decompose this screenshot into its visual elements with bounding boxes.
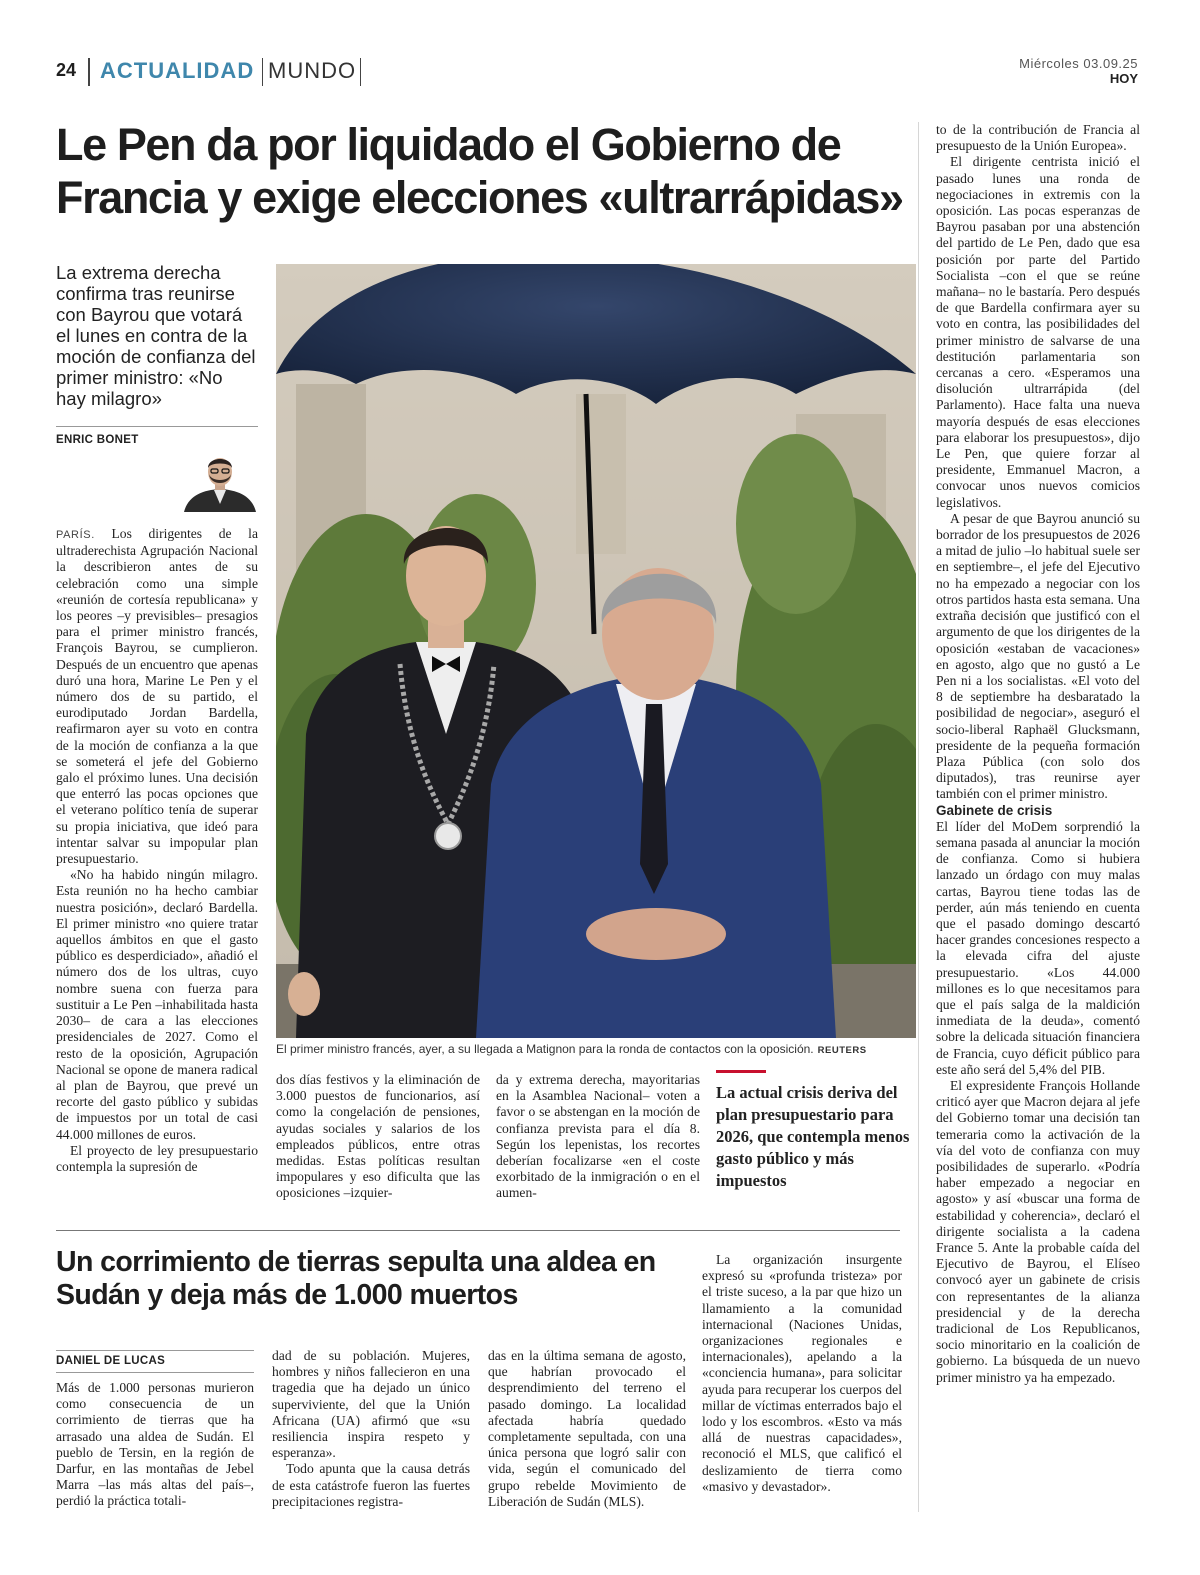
paragraph: El proyecto de ley presupuestario contempla la supresión de bbox=[56, 1142, 258, 1174]
caption-text: El primer ministro francés, ayer, a su llegada a Matignon para la ronda de contactos con la oposición. bbox=[276, 1042, 814, 1056]
article-column-4 bbox=[936, 122, 1140, 1386]
article-column-1 bbox=[56, 526, 258, 1175]
header-divider bbox=[360, 58, 361, 86]
paragraph: El expresidente François Hollande criticó ayer que Macron dejara al jefe del Gobierno tomar una decisión tan temeraria como la activación de la vía del voto de confianza con muy posibilidades de superarlo. «Podría haber empezado a negociar en agosto» y así «buscar una forma de estabilidad y coherencia», declaró el dirigente socialista a la cadena France 5. Ante la probable caída del Ejecutivo de Bayrou, el Elíseo convocó ayer un gabinete de crisis con representantes de la alianza presidencial y de la derecha tradicional de Los Republicanos, socio minoritario en la coalición de gobierno. La búsqueda de un nuevo primer ministro ya ha empezado. bbox=[936, 1077, 1140, 1385]
paragraph: Los dirigentes de la ultraderechista Agrupación Nacional la describieron antes de su celebración como una simple «reunión de cortesía republicana» y los peores –y previsibles– presagios para el primer ministro francés, François Bayrou, se cumplieron. Después de un encuentro que apenas duró una hora, Marine Le Pen y el número dos de su partido, el eurodiputado Jordan Bardella, reafirmaron ayer su voto en contra de la moción de confianza a la que se someterá el jefe del Gobierno galo el próximo lunes. Una decisión que enterró las pocas opciones que el veterano político tenía de superar su propia iniciativa, que ideó para intentar salvar su impopular plan presupuestario. bbox=[56, 526, 258, 867]
article-headline: Le Pen da por liquidado el Gobierno de Francia y exige elecciones «ultrarrápidas» bbox=[56, 119, 903, 223]
section-label[interactable]: ACTUALIDAD bbox=[100, 58, 255, 83]
byline-rule bbox=[56, 1350, 254, 1351]
paragraph: to de la contribución de Francia al presupuesto de la Unión Europea». bbox=[936, 122, 1140, 154]
newspaper-name: HOY bbox=[1109, 71, 1138, 86]
column-divider bbox=[918, 122, 919, 1512]
paragraph: A pesar de que Bayrou anunció su borrador de los presupuestos de 2026 a mitad de julio –lo habitual suele ser en septiembre–, el jefe del Ejecutivo no ha empezado a negociar con los otros partidos hasta esta semana. Una extraña decisión que justificó con el argumento de que los dirigentes de la oposición «estaban de vacaciones» en agosto, algo que no gustó a Le Pen ni a los socialistas. «El voto del 8 de septiembre ha desbaratado la posibilidad de negociar», aseguró el socio-liberal Raphaël Glucksmann, presidente de la pequeña formación Plaza Pública (con solo dos diputados), tras reunirse ayer también con el primer ministro. bbox=[936, 510, 1140, 802]
photo-caption bbox=[276, 1042, 916, 1056]
paragraph: «No ha habido ningún milagro. Esta reunión no ha hecho cambiar nuestra posición», declaró Bardella. El primer ministro «no quiere tratar aquellos ámbitos en que el gasto público es desperdiciado», añadió el número dos de los ultras, cuyo nombre suena con fuerza para sustituir a Le Pen –inhabilitada hasta 2030– de cara a las elecciones presidenciales de 2027. Como el resto de la oposición, Agrupación Nacional se opone de manera radical al plan de Bayrou, que prevé un recorte del gasto público y subidas de impuestos por un total de casi 44.000 millones de euros. bbox=[56, 867, 258, 1142]
paragraph: Todo apunta que la causa detrás de esta catástrofe fueron las fuertes precipitaciones registra- bbox=[272, 1461, 470, 1509]
paragraph: Más de 1.000 personas murieron como consecuencia de un corrimiento de tierras que ha arrasado una aldea de Sudán. El pueblo de Tersin, en la región de Darfur, en las montañas de Jebel Marra –las más altas del país–, perdió la práctica totali- bbox=[56, 1380, 254, 1509]
photo-credit: REUTERS bbox=[817, 1045, 867, 1056]
article-column-1 bbox=[56, 1380, 254, 1510]
article-separator bbox=[56, 1230, 900, 1231]
section-subheading: Gabinete de crisis bbox=[936, 802, 1053, 818]
issue-date: Miércoles 03.09.25 bbox=[1019, 56, 1138, 71]
byline-rule bbox=[56, 426, 258, 427]
article-column-4 bbox=[702, 1252, 902, 1495]
pull-quote: La actual crisis deriva del plan presupuestario para 2026, que contempla menos gasto público y más impuestos bbox=[716, 1083, 910, 1190]
subsection-label[interactable]: MUNDO bbox=[268, 58, 357, 83]
news-photo bbox=[276, 264, 916, 1038]
author-portrait bbox=[180, 452, 258, 512]
paragraph: dad de su población. Mujeres, hombres y niños fallecieron en una tragedia que ha dejado un único superviviente, del que la Unión Africana (UA) afirmó que «su resiliencia inspira respeto y esperanza». bbox=[272, 1348, 470, 1461]
article-column-3 bbox=[488, 1348, 686, 1510]
pull-quote-accent bbox=[716, 1070, 766, 1073]
article-column-2 bbox=[276, 1072, 480, 1202]
paragraph: La organización insurgente expresó su «profunda tristeza» por el triste suceso, a la par que hizo un llamamiento a la comunidad internacional (Naciones Unidas, organizaciones regionales e internacionales), apelando a la «conciencia humana», para solicitar ayuda para recuperar los cuerpos del millar de víctimas enterrados bajo el lodo y los escombros. «Esto va más allá de nuestras capacidades», reconoció el MLS, que calificó el deslizamiento de tierra como «masivo y devastador». bbox=[702, 1252, 902, 1494]
article-column-3 bbox=[496, 1072, 700, 1202]
article-headline: Un corrimiento de tierras sepulta una aldea en Sudán y deja más de 1.000 muertos bbox=[56, 1246, 656, 1311]
dateline: PARÍS. bbox=[56, 529, 95, 541]
header-divider bbox=[262, 58, 263, 86]
author-byline: DANIEL DE LUCAS bbox=[56, 1355, 166, 1367]
page-number: 24 bbox=[56, 60, 77, 80]
paragraph: das en la última semana de agosto, que habrían provocado el desprendimiento del terreno el pasado domingo. La localidad afectada habría quedado completamente sepultada, con una única persona que logró salir con vida, según el comunicado del grupo rebelde Movimiento de Liberación de Sudán (MLS). bbox=[488, 1348, 686, 1509]
photo-illustration bbox=[276, 264, 916, 1038]
paragraph: El dirigente centrista inició el pasado lunes una ronda de negociaciones in extremis con la oposición. Las pocas esperanzas de Bayrou pasaban por una abstención del partido de Le Pen, dado que esa posición por parte del Partido Socialista –con el que se reúne mañana– no le bastaría. Pero después de que Bardella confirmara ayer su voto en contra, las posibilidades del primer ministro de salvarse de una destitución parlamentaria son cercanas a cero. «Esperamos una disolución ultrarrápida (del Parlamento). Hace falta una nueva mayoría después de esas elecciones para elaborar los presupuestos», dijo Le Pen, que quiere forzar al presidente, Emmanuel Macron, a convocar unos nuevos comicios legislativos. bbox=[936, 154, 1140, 510]
header-divider bbox=[88, 58, 90, 86]
paragraph: da y extrema derecha, mayoritarias en la Asamblea Nacional– voten a favor o se abstengan en la moción de confianza prevista para el día 8. Según los lepenistas, los recortes deberían focalizarse «en el coste exorbitado de la inmigración o en el aumen- bbox=[496, 1072, 700, 1201]
article-column-2 bbox=[272, 1348, 470, 1510]
paragraph: El líder del MoDem sorprendió la semana pasada al anunciar la moción de confianza. Como si hubiera lanzado un órdago con muy malas cartas, Bayrou tiene todas las de perder, aún más teniendo en cuenta que el pasado domingo descartó hacer grandes concesiones respecto a la elevada cifra del ajuste presupuestario. «Los 44.000 millones es lo que necesitamos para que el país salga de la maldición inmediata de la deuda», comentó sobre la delicada situación financiera de Francia, cuyo déficit público para este año será del 5,4% del PIB. bbox=[936, 818, 1140, 1077]
article-subheadline: La extrema derecha confirma tras reunirse con Bayrou que votará el lunes en contra de la moción de confianza del primer ministro: «No hay milagro» bbox=[56, 262, 256, 409]
paragraph: dos días festivos y la eliminación de 3.000 puestos de funcionarios, así como la congelación de pensiones, ayudas sociales y salarios de los empleados públicos, entre otras medidas. Estas políticas resultan impopulares y eso dificulta que las oposiciones –izquier- bbox=[276, 1072, 480, 1201]
author-byline: ENRIC BONET bbox=[56, 434, 139, 446]
byline-rule bbox=[56, 1372, 254, 1373]
